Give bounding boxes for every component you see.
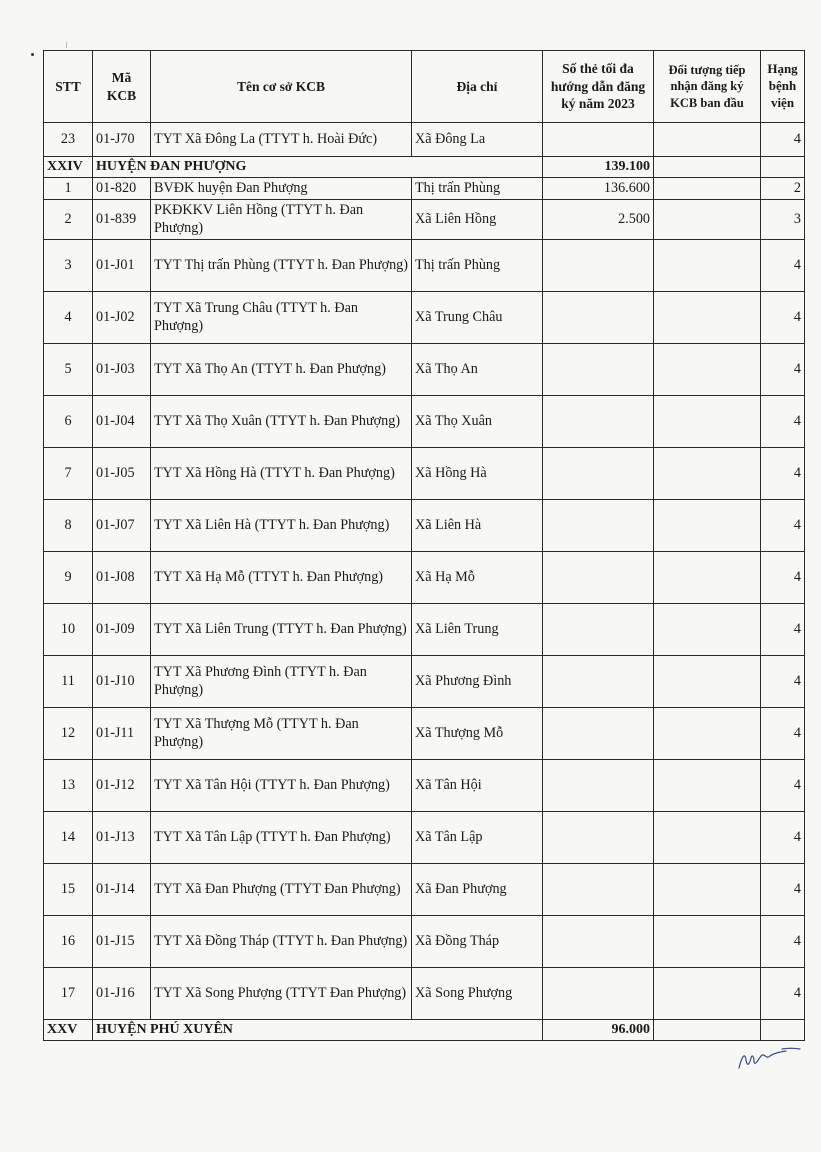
cell-dia-chi: Xã Liên Trung xyxy=(412,603,543,655)
cell-dia-chi: Xã Hồng Hà xyxy=(412,447,543,499)
cell-stt: 16 xyxy=(44,915,93,967)
cell-dia-chi: Xã Tân Hội xyxy=(412,759,543,811)
cell-stt: 23 xyxy=(44,123,93,157)
cell-stt: 1 xyxy=(44,178,93,199)
cell-so-the xyxy=(543,239,654,291)
table-row xyxy=(44,759,805,811)
table-row xyxy=(44,811,805,863)
cell-ten: TYT Xã Trung Châu (TTYT h. Đan Phượng) xyxy=(151,291,412,343)
table-row xyxy=(44,291,805,343)
cell-hang: 4 xyxy=(761,811,805,863)
cell-so-the xyxy=(543,395,654,447)
cell-hang: 4 xyxy=(761,239,805,291)
cell-so-the xyxy=(543,759,654,811)
cell-doi-tuong xyxy=(654,343,761,395)
section-row-phu-xuyen xyxy=(44,1019,805,1040)
cell-hang: 4 xyxy=(761,343,805,395)
cell-ma: 01-J03 xyxy=(93,343,151,395)
cell-dia-chi: Xã Phương Đình xyxy=(412,655,543,707)
cell-stt: 11 xyxy=(44,655,93,707)
header-ten-co-so: Tên cơ sở KCB xyxy=(151,51,412,123)
cell-so-the xyxy=(543,603,654,655)
cell-ma: 01-J04 xyxy=(93,395,151,447)
cell-dia-chi: Thị trấn Phùng xyxy=(412,178,543,199)
section-name: HUYỆN ĐAN PHƯỢNG xyxy=(93,157,543,178)
table-row xyxy=(44,447,805,499)
cell-ten: TYT Xã Liên Hà (TTYT h. Đan Phượng) xyxy=(151,499,412,551)
cell-stt: 9 xyxy=(44,551,93,603)
cell-so-the xyxy=(543,707,654,759)
cell-stt: 7 xyxy=(44,447,93,499)
cell-ma: 01-839 xyxy=(93,199,151,239)
section-empty-cell xyxy=(654,1019,761,1040)
cell-stt: 3 xyxy=(44,239,93,291)
cell-ten: TYT Xã Thượng Mỗ (TTYT h. Đan Phượng) xyxy=(151,707,412,759)
cell-hang: 4 xyxy=(761,759,805,811)
cell-dia-chi: Xã Đông La xyxy=(412,123,543,157)
cell-dia-chi: Xã Song Phượng xyxy=(412,967,543,1019)
cell-doi-tuong xyxy=(654,707,761,759)
cell-stt: 12 xyxy=(44,707,93,759)
cell-ten: PKĐKKV Liên Hồng (TTYT h. Đan Phượng) xyxy=(151,199,412,239)
cell-ten: TYT Xã Đồng Tháp (TTYT h. Đan Phượng) xyxy=(151,915,412,967)
section-empty-cell xyxy=(761,157,805,178)
cell-ma: 01-J15 xyxy=(93,915,151,967)
cell-stt: 14 xyxy=(44,811,93,863)
cell-so-the xyxy=(543,291,654,343)
cell-stt: 5 xyxy=(44,343,93,395)
table-row xyxy=(44,603,805,655)
cell-hang: 4 xyxy=(761,603,805,655)
table-row xyxy=(44,123,805,157)
cell-stt: 2 xyxy=(44,199,93,239)
hospital-registration-table xyxy=(43,50,805,1041)
cell-doi-tuong xyxy=(654,863,761,915)
cell-ten: BVĐK huyện Đan Phượng xyxy=(151,178,412,199)
cell-ma: 01-J01 xyxy=(93,239,151,291)
cell-doi-tuong xyxy=(654,603,761,655)
table-row xyxy=(44,395,805,447)
scan-tick xyxy=(66,42,67,48)
cell-ten: TYT Xã Đan Phượng (TTYT Đan Phượng) xyxy=(151,863,412,915)
cell-stt: 15 xyxy=(44,863,93,915)
section-code: XXV xyxy=(44,1019,93,1040)
cell-so-the xyxy=(543,123,654,157)
table-row xyxy=(44,499,805,551)
cell-stt: 10 xyxy=(44,603,93,655)
cell-hang: 4 xyxy=(761,551,805,603)
cell-hang: 4 xyxy=(761,447,805,499)
cell-doi-tuong xyxy=(654,655,761,707)
cell-ma: 01-J11 xyxy=(93,707,151,759)
cell-dia-chi: Xã Liên Hồng xyxy=(412,199,543,239)
cell-ten: TYT Xã Thọ Xuân (TTYT h. Đan Phượng) xyxy=(151,395,412,447)
cell-so-the xyxy=(543,655,654,707)
section-code: XXIV xyxy=(44,157,93,178)
cell-ma: 01-J16 xyxy=(93,967,151,1019)
cell-dia-chi: Xã Thượng Mỗ xyxy=(412,707,543,759)
cell-doi-tuong xyxy=(654,178,761,199)
section-empty-cell xyxy=(761,1019,805,1040)
cell-hang: 3 xyxy=(761,199,805,239)
cell-hang: 4 xyxy=(761,915,805,967)
cell-so-the xyxy=(543,915,654,967)
cell-ten: TYT Xã Liên Trung (TTYT h. Đan Phượng) xyxy=(151,603,412,655)
cell-so-the xyxy=(543,811,654,863)
table-row xyxy=(44,655,805,707)
cell-stt: 6 xyxy=(44,395,93,447)
cell-ma: 01-J02 xyxy=(93,291,151,343)
cell-dia-chi: Xã Hạ Mỗ xyxy=(412,551,543,603)
cell-ten: TYT Xã Song Phượng (TTYT Đan Phượng) xyxy=(151,967,412,1019)
cell-stt: 8 xyxy=(44,499,93,551)
cell-ten: TYT Xã Đông La (TTYT h. Hoài Đức) xyxy=(151,123,412,157)
cell-ma: 01-J12 xyxy=(93,759,151,811)
table-header-row xyxy=(44,51,805,123)
table-row xyxy=(44,199,805,239)
table-row xyxy=(44,551,805,603)
table-row xyxy=(44,178,805,199)
cell-stt: 13 xyxy=(44,759,93,811)
section-row-dan-phuong xyxy=(44,157,805,178)
table-row xyxy=(44,343,805,395)
cell-dia-chi: Xã Đồng Tháp xyxy=(412,915,543,967)
header-hang: Hạng bệnh viện xyxy=(761,51,805,123)
table-row xyxy=(44,239,805,291)
cell-dia-chi: Xã Liên Hà xyxy=(412,499,543,551)
cell-dia-chi: Xã Tân Lập xyxy=(412,811,543,863)
cell-ten: TYT Xã Thọ An (TTYT h. Đan Phượng) xyxy=(151,343,412,395)
cell-hang: 2 xyxy=(761,178,805,199)
table-row xyxy=(44,863,805,915)
cell-doi-tuong xyxy=(654,759,761,811)
table-row xyxy=(44,915,805,967)
cell-hang: 4 xyxy=(761,291,805,343)
section-name: HUYỆN PHÚ XUYÊN xyxy=(93,1019,543,1040)
cell-ma: 01-J13 xyxy=(93,811,151,863)
table-row xyxy=(44,707,805,759)
cell-doi-tuong xyxy=(654,447,761,499)
cell-stt: 4 xyxy=(44,291,93,343)
cell-so-the xyxy=(543,967,654,1019)
table-body xyxy=(44,123,805,1041)
cell-doi-tuong xyxy=(654,291,761,343)
cell-doi-tuong xyxy=(654,123,761,157)
cell-ten: TYT Xã Hạ Mỗ (TTYT h. Đan Phượng) xyxy=(151,551,412,603)
header-dia-chi: Địa chỉ xyxy=(412,51,543,123)
cell-ma: 01-J08 xyxy=(93,551,151,603)
cell-ma: 01-J70 xyxy=(93,123,151,157)
section-empty-cell xyxy=(654,157,761,178)
cell-doi-tuong xyxy=(654,551,761,603)
cell-doi-tuong xyxy=(654,395,761,447)
cell-dia-chi: Xã Trung Châu xyxy=(412,291,543,343)
cell-doi-tuong xyxy=(654,811,761,863)
cell-ten: TYT Xã Tân Lập (TTYT h. Đan Phượng) xyxy=(151,811,412,863)
cell-hang: 4 xyxy=(761,395,805,447)
cell-hang: 4 xyxy=(761,863,805,915)
cell-doi-tuong xyxy=(654,199,761,239)
cell-doi-tuong xyxy=(654,967,761,1019)
cell-dia-chi: Thị trấn Phùng xyxy=(412,239,543,291)
cell-so-the xyxy=(543,551,654,603)
table-row xyxy=(44,967,805,1019)
section-total: 139.100 xyxy=(543,157,654,178)
header-ma-kcb: Mã KCB xyxy=(93,51,151,123)
cell-hang: 4 xyxy=(761,655,805,707)
cell-dia-chi: Xã Thọ An xyxy=(412,343,543,395)
cell-ma: 01-J09 xyxy=(93,603,151,655)
cell-doi-tuong xyxy=(654,915,761,967)
header-stt: STT xyxy=(44,51,93,123)
header-doi-tuong: Đối tượng tiếp nhận đăng ký KCB ban đầu xyxy=(654,51,761,123)
cell-hang: 4 xyxy=(761,707,805,759)
cell-hang: 4 xyxy=(761,123,805,157)
cell-ten: TYT Thị trấn Phùng (TTYT h. Đan Phượng) xyxy=(151,239,412,291)
header-so-the: Số thẻ tối đa hướng dẫn đăng ký năm 2023 xyxy=(543,51,654,123)
cell-so-the: 136.600 xyxy=(543,178,654,199)
section-total: 96.000 xyxy=(543,1019,654,1040)
cell-doi-tuong xyxy=(654,499,761,551)
cell-so-the xyxy=(543,343,654,395)
cell-so-the xyxy=(543,863,654,915)
cell-ma: 01-820 xyxy=(93,178,151,199)
cell-hang: 4 xyxy=(761,499,805,551)
cell-ma: 01-J14 xyxy=(93,863,151,915)
cell-dia-chi: Xã Đan Phượng xyxy=(412,863,543,915)
cell-dia-chi: Xã Thọ Xuân xyxy=(412,395,543,447)
cell-ma: 01-J10 xyxy=(93,655,151,707)
cell-ma: 01-J07 xyxy=(93,499,151,551)
cell-hang: 4 xyxy=(761,967,805,1019)
cell-ten: TYT Xã Tân Hội (TTYT h. Đan Phượng) xyxy=(151,759,412,811)
cell-so-the xyxy=(543,499,654,551)
cell-ten: TYT Xã Hồng Hà (TTYT h. Đan Phượng) xyxy=(151,447,412,499)
handwritten-signature xyxy=(736,1046,802,1072)
cell-doi-tuong xyxy=(654,239,761,291)
cell-so-the xyxy=(543,447,654,499)
cell-ma: 01-J05 xyxy=(93,447,151,499)
cell-so-the: 2.500 xyxy=(543,199,654,239)
cell-ten: TYT Xã Phương Đình (TTYT h. Đan Phượng) xyxy=(151,655,412,707)
cell-stt: 17 xyxy=(44,967,93,1019)
scan-speck xyxy=(31,53,34,56)
